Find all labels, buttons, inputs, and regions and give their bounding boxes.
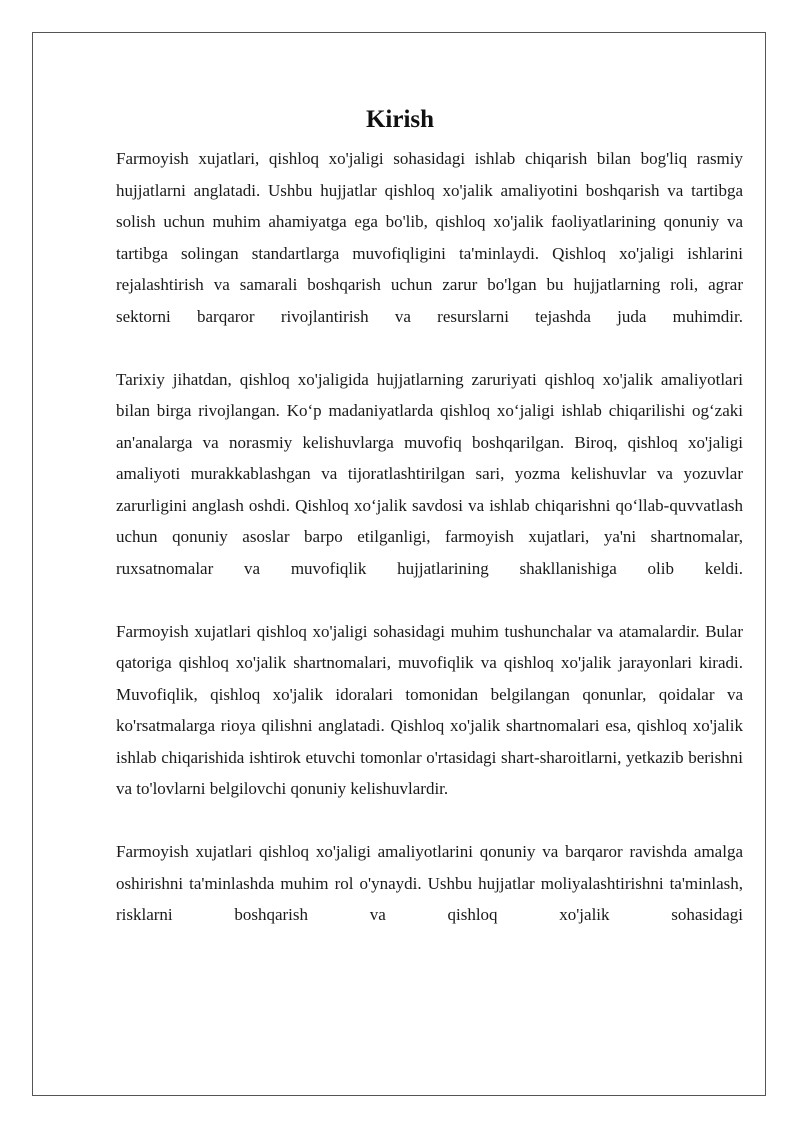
paragraph-4: Farmoyish xujatlari qishloq xo'jaligi amaliyotlarini qonuniy va barqaror ravishda amalga oshirishni ta'minlashda muhim rol o'ynaydi. Ushbu hujjatlar moliyalashtirishni ta'minlash, risklarni boshqarish va qishloq xo'jalik sohasidagi [116,842,743,924]
document-page [32,32,766,1096]
paragraph-2: Tarixiy jihatdan, qishloq xo'jaligida hujjatlarning zaruriyati qishloq xo'jalik amaliyotlari bilan birga rivojlangan. Koʻp madaniyatlarda qishloq xoʻjaligi ishlab chiqarilishi ogʻzaki an'analarga va norasmiy kelishuvlarga muvofiq boshqarilgan. Biroq, qishloq xo'jaligi amaliyoti murakkablashgan va tijoratlashtirilgan sari, yozma kelishuvlar va yozuvlar zarurligini anglash oshdi. Qishloq xoʻjalik savdosi va ishlab chiqarishni qoʻllab-quvvatlash uchun qonuniy asoslar barpo etilganligi, farmoyish xujatlari, ya'ni shartnomalar, ruxsatnomalar va muvofiqlik hujjatlarining shakllanishiga olib keldi. [116,369,743,578]
document-body [116,143,743,931]
paragraph-3: Farmoyish xujatlari qishloq xo'jaligi sohasidagi muhim tushunchalar va atamalardir. Bular qatoriga qishloq xo'jalik shartnomalari, muvofiqlik va qishloq xo'jalik jarayonlari kiradi. Muvofiqlik, qishloq xo'jalik idoralari tomonidan belgilangan qonunlar, qoidalar va ko'rsatmalarga rioya qilishni anglatadi. Qishloq xo'jalik shartnomalari esa, qishloq xo'jalik ishlab chiqarishida ishtirok etuvchi tomonlar o'rtasidagi shart-sharoitlarni, yetkazib berishni va to'lovlarni belgilovchi qonuniy kelishuvlardir. [116,621,743,798]
page-title: Kirish [365,106,435,133]
paragraph-1: Farmoyish xujatlari, qishloq xo'jaligi sohasidagi ishlab chiqarish bilan bog'liq rasmiy hujjatlarni anglatadi. Ushbu hujjatlar qishloq xo'jalik amaliyotini boshqarish va tartibga solish uchun muhim ahamiyatga ega bo'lib, qishloq xo'jalik faoliyatlarining qonuniy va tartibga solingan standartlarga muvofiqligini ta'minlaydi. Qishloq xo'jaligi ishlarini rejalashtirish va samarali boshqarish uchun zarur bo'lgan bu hujjatlarning roli, agrar sektorni barqaror rivojlantirish va resurslarni tejashda juda muhimdir. [116,149,743,326]
